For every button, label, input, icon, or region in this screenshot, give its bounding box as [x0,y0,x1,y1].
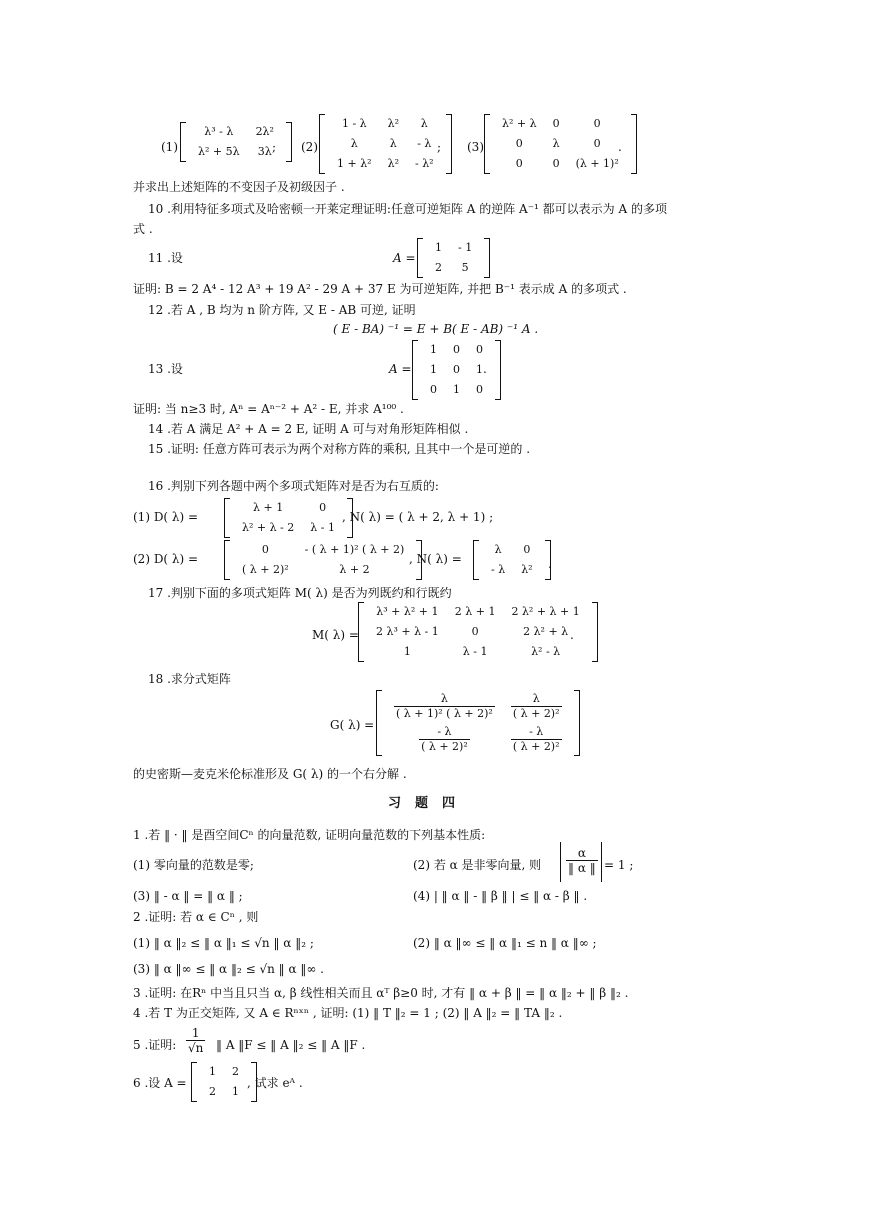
ex13-proof: 证明: 当 n≥3 时, Aⁿ = Aⁿ⁻² + A² - E, 并求 A¹⁰⁰ . [133,402,404,416]
cell: 1 [430,343,437,356]
cell: 0 [552,157,560,170]
ex17-matrix [358,602,598,662]
numerator: - λ [419,725,470,740]
cell: 1 + λ² [337,157,372,170]
cell: 0 [515,137,523,150]
ex16-p1-label: (1) D( λ) = [133,510,199,524]
cell: 2 λ² + λ + 1 [511,605,580,618]
ex13-matrix [412,340,501,400]
p4-q1-2-frac [566,846,596,875]
ex16-p2-label: (2) D( λ) = [133,552,199,566]
cell: 1 [209,1065,216,1078]
ex16-p2-end: . [548,557,552,571]
p4-q3: 3 .证明: 在Rⁿ 中当且只当 α, β 线性相关而且 αᵀ β≥0 时, 才有 ‖ α + β ‖ = ‖ α ‖₂ + ‖ β ‖₂ . [133,986,629,1000]
cell: 0 [453,343,460,356]
ex17-lhs: M( λ) = [312,628,359,642]
p4-q5b: ‖ A ‖F ≤ ‖ A ‖₂ ≤ ‖ A ‖F . [216,1038,366,1052]
cell: 3λ [257,145,272,158]
ex13-lhs: A = [389,362,412,376]
cell: 0 [515,157,523,170]
p4-q1-4: (4) | ‖ α ‖ - ‖ β ‖ | ≤ ‖ α - β ‖ . [413,889,588,903]
cell [386,690,503,723]
cell: λ³ + λ² + 1 [376,605,439,618]
ex11-label: 11 .设 [148,251,183,265]
ex16-p2-mid: , N( λ) = [409,552,462,566]
ex18-tail: 的史密斯—麦克米伦标准形及 G( λ) 的一个右分解 . [133,767,407,781]
cell: 1 [430,363,437,376]
p4-q4: 4 .若 T 为正交矩阵, 又 A ∈ Rⁿˣⁿ , 证明: (1) ‖ T ‖₂ = 1 ; (2) ‖ A ‖₂ = ‖ TA ‖₂ . [133,1006,563,1020]
ex11-lhs: A = [393,251,416,265]
cell: λ + 1 [253,501,284,514]
cell: λ - 1 [310,521,335,534]
numerator: α [566,846,598,861]
ex16-p2-n-matrix [473,540,551,580]
ex9-sep-2: ; [437,140,442,154]
cell: 1 [476,363,483,376]
ex16-p1-matrix [224,498,353,538]
ex13-label: 13 .设 [148,362,183,376]
matrix-table [494,114,627,174]
cell [503,690,570,723]
ex13-end: . [483,362,487,376]
section-heading: 习题四 [388,796,470,811]
matrix-table [422,340,491,400]
ex18-lhs: G( λ) = [330,718,375,732]
cell: 2 λ + 1 [454,605,496,618]
cell: 1 [232,1085,239,1098]
denominator: ( λ + 1)² ( λ + 2)² [396,707,493,720]
cell: ( λ + 2)² [242,563,289,576]
cell: - 1 [458,241,473,254]
ex9-matrix-2 [319,114,452,174]
ex12-formula: ( E - BA) ⁻¹ = E + B( E - AB) ⁻¹ A . [333,322,539,336]
cell: 0 [476,343,483,356]
cell: 0 [523,543,531,556]
ex16-line-1: 16 .判别下列各题中两个多项式矩阵对是否为右互质的: [148,479,439,493]
p4-q2-3: (3) ‖ α ‖∞ ≤ ‖ α ‖₂ ≤ √n ‖ α ‖∞ . [133,962,324,976]
cell: 1 [403,645,411,658]
p4-q1-3: (3) ‖ - α ‖ = ‖ α ‖ ; [133,889,243,903]
cell: λ² + 5λ [198,145,240,158]
ex9-end: . [618,140,622,154]
cell: 2 λ² + λ [523,625,569,638]
matrix-table [483,540,541,580]
cell: λ² [387,117,399,130]
ex17-end: . [570,628,574,642]
denominator: √n [188,1041,204,1055]
cell: λ² [387,157,399,170]
ex18-line-1: 18 .求分式矩阵 [148,672,231,686]
p4-q2-1: (1) ‖ α ‖₂ ≤ ‖ α ‖₁ ≤ √n ‖ α ‖₂ ; [133,936,314,950]
cell: - λ² [414,157,434,170]
p4-q2: 2 .证明: 若 α ∈ Cⁿ , 则 [133,910,259,924]
ex9-label-1: (1) [161,140,178,154]
ex9-label-2: (2) [301,140,318,154]
ex9-label-3: (3) [467,140,484,154]
ex9-tail: 并求出上述矩阵的不变因子及初级因子 . [133,180,345,194]
numerator: λ [511,692,562,707]
p4-q1-1: (1) 零向量的范数是零; [133,858,254,872]
denominator: ( λ + 2)² [512,707,560,720]
p4-q1-2a: (2) 若 α 是非零向量, 则 [413,858,542,872]
cell: 0 [593,137,601,150]
cell: λ [389,137,397,150]
cell: - λ [417,137,432,150]
matrix-table [368,602,588,662]
cell: λ² + λ [502,117,537,130]
numerator: λ [394,692,495,707]
cell: 2 [435,261,442,274]
cell: 0 [476,383,483,396]
ex9-sep-1: ; [272,140,277,154]
cell: 1 - λ [341,117,367,130]
matrix-table [201,1062,247,1102]
cell: 0 [319,501,327,514]
cell: λ [494,543,502,556]
cell: λ [350,137,358,150]
ex14: 14 .若 A 满足 A² + A = 2 E, 证明 A 可与对角形矩阵相似 . [148,422,469,436]
cell: (λ + 1)² [575,157,619,170]
cell: λ + 2 [339,563,370,576]
cell: λ - 1 [462,645,488,658]
denominator: ( λ + 2)² [421,740,468,753]
denominator: ( λ + 2)² [512,740,560,753]
ex10-line-2: 式 . [133,222,153,236]
cell: λ² + λ - 2 [242,521,295,534]
ex17-line-1: 17 .判别下面的多项式矩阵 M( λ) 是否为列既约和行既约 [148,586,452,600]
numerator: 1 [186,1026,205,1041]
matrix-table [427,238,480,278]
denominator: ‖ α ‖ [568,861,596,875]
matrix-table [234,498,343,538]
p4-q6b: , 试求 eᴬ . [247,1076,303,1090]
matrix-table [234,540,412,580]
cell: 2λ² [255,125,274,138]
ex9-matrix-3 [484,114,637,174]
matrix-table [329,114,442,174]
cell: 5 [461,261,469,274]
cell: λ³ - λ [204,125,234,138]
p4-q1: 1 .若 ‖ · ‖ 是酉空间Cⁿ 的向量范数, 证明向量范数的下列基本性质: [133,828,486,842]
matrix-table [386,690,570,756]
ex11-proof: 证明: B = 2 A⁴ - 12 A³ + 19 A² - 29 A + 37 E 为可逆矩阵, 并把 B⁻¹ 表示成 A 的多项式 . [133,282,627,296]
ex12-line-1: 12 .若 A , B 均为 n 阶方阵, 又 E - AB 可逆, 证明 [148,303,416,317]
cell: 2 [209,1085,216,1098]
cell: 0 [453,363,460,376]
cell: 0 [593,117,601,130]
cell: 0 [552,117,560,130]
ex16-p2-matrix [224,540,422,580]
p4-q1-2b: = 1 ; [604,858,634,872]
ex15: 15 .证明: 任意方阵可表示为两个对称方阵的乘积, 且其中一个是可逆的 . [148,442,531,456]
ex11-matrix [417,238,490,278]
cell [386,723,503,756]
numerator: - λ [511,725,562,740]
cell: 2 [232,1065,239,1078]
cell: - λ [491,563,506,576]
cell: 2 λ³ + λ - 1 [376,625,439,638]
cell: 1 [453,383,460,396]
cell: 1 [435,241,442,254]
cell: 0 [430,383,437,396]
ex18-matrix [376,690,580,756]
matrix-table [190,122,282,162]
cell: λ² [521,563,533,576]
p4-q5a: 5 .证明: [133,1038,177,1052]
ex10-line-1: 10 .利用特征多项式及哈密顿一开莱定理证明:任意可逆矩阵 A 的逆阵 A⁻¹ 都可以表示为 A 的多项 [148,202,667,216]
cell: - ( λ + 1)² ( λ + 2) [304,543,405,556]
ex16-p1-n: , N( λ) = ( λ + 2, λ + 1) ; [342,510,494,524]
p4-q2-2: (2) ‖ α ‖∞ ≤ ‖ α ‖₁ ≤ n ‖ α ‖∞ ; [413,936,597,950]
p4-q5-frac [186,1026,205,1055]
cell: 0 [261,543,269,556]
cell: λ [420,117,428,130]
cell: 0 [471,625,479,638]
p4-q6a: 6 .设 A = [133,1076,187,1090]
cell: λ [552,137,560,150]
cell: λ² - λ [531,645,561,658]
cell [503,723,570,756]
